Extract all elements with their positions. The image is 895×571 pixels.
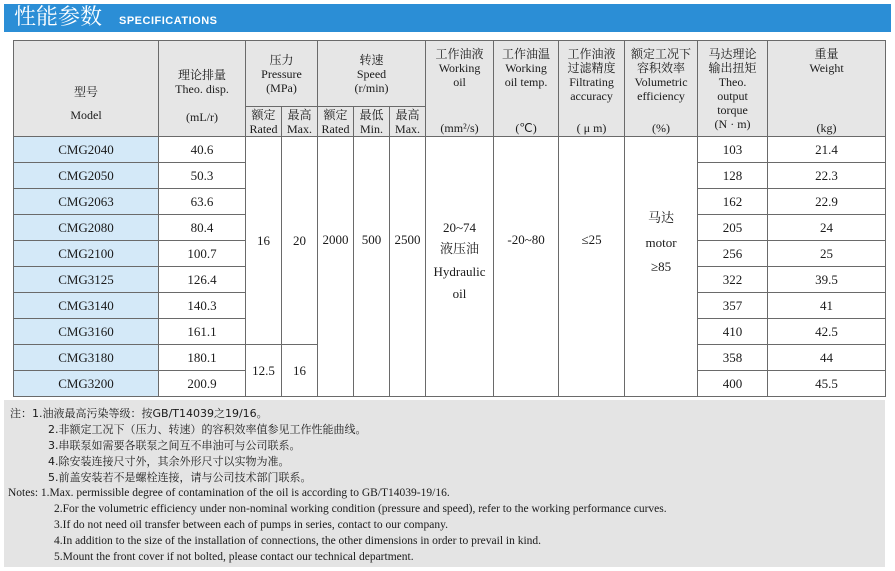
- max-speed-cell: 2500: [390, 137, 426, 397]
- working-oil-header: 工作油液 Working oil (mm²/s): [426, 41, 494, 137]
- model-cell: CMG3180: [14, 345, 159, 371]
- torque-cell: 256: [698, 241, 768, 267]
- weight-cell: 45.5: [768, 371, 886, 397]
- weight-cell: 42.5: [768, 319, 886, 345]
- speed-rated-header: 额定 Rated: [318, 107, 354, 137]
- torque-cell: 410: [698, 319, 768, 345]
- note-en-4: 4.In addition to the size of the installation of connections, the other dimensions in order to prevail in kind.: [54, 535, 542, 547]
- torque-cell: 205: [698, 215, 768, 241]
- torque-header: 马达理论 输出扭矩 Theo. output torque (N · m): [698, 41, 768, 137]
- torque-cell: 322: [698, 267, 768, 293]
- weight-cell: 39.5: [768, 267, 886, 293]
- model-cell: CMG3160: [14, 319, 159, 345]
- note-cn-5: 5.前盖安装若不是螺栓连接，请与公司技术部门联系。: [48, 471, 312, 484]
- displacement-cell: 126.4: [159, 267, 246, 293]
- note-cn-3: 3.串联泵如需要各联泵之间互不串油可与公司联系。: [48, 439, 301, 452]
- min-speed-cell: 500: [354, 137, 390, 397]
- specifications-table: [13, 40, 886, 397]
- note-en-1: Notes: 1.Max. permissible degree of contamination of the oil is according to GB/T14039-19/16.: [8, 487, 450, 499]
- max-pressure-cell: 20: [282, 137, 318, 345]
- model-cell: CMG3200: [14, 371, 159, 397]
- pressure-rated-header: 额定 Rated: [246, 107, 282, 137]
- banner-title-cn: 性能参数: [14, 5, 103, 30]
- oil-temp-cell: -20~80: [494, 137, 559, 397]
- weight-cell: 24: [768, 215, 886, 241]
- torque-cell: 128: [698, 163, 768, 189]
- weight-cell: 44: [768, 345, 886, 371]
- displacement-cell: 200.9: [159, 371, 246, 397]
- oil-temp-header: 工作油温 Working oil temp. (℃): [494, 41, 559, 137]
- weight-header: 重量 Weight (kg): [768, 41, 886, 137]
- banner-title-en: SPECIFICATIONS: [119, 15, 218, 27]
- pressure-header: 压力 Pressure (MPa): [246, 41, 318, 107]
- speed-header: 转速 Speed (r/min): [318, 41, 426, 107]
- displacement-cell: 63.6: [159, 189, 246, 215]
- weight-cell: 41: [768, 293, 886, 319]
- speed-max-header: 最高 Max.: [390, 107, 426, 137]
- efficiency-header: 额定工况下 容积效率 Volumetric efficiency (%): [625, 41, 698, 137]
- torque-cell: 358: [698, 345, 768, 371]
- working-oil-cell: 20~74 液压油 Hydraulic oil: [426, 137, 494, 397]
- model-cell: CMG2080: [14, 215, 159, 241]
- rated-pressure-cell: 16: [246, 137, 282, 345]
- note-cn-2: 2.非额定工况下（压力、转速）的容积效率值参见工作性能曲线。: [48, 423, 367, 436]
- weight-cell: 22.9: [768, 189, 886, 215]
- model-cell: CMG2050: [14, 163, 159, 189]
- rated-speed-cell: 2000: [318, 137, 354, 397]
- model-cell: CMG3125: [14, 267, 159, 293]
- model-cell: CMG2100: [14, 241, 159, 267]
- note-cn-4: 4.除安装连接尺寸外，其余外形尺寸以实物为准。: [48, 455, 290, 468]
- displacement-cell: 140.3: [159, 293, 246, 319]
- pressure-max-header: 最高 Max.: [282, 107, 318, 137]
- weight-cell: 22.3: [768, 163, 886, 189]
- note-en-2: 2.For the volumetric efficiency under non-nominal working condition (pressure and speed), refer to the working performance curves.: [54, 503, 667, 515]
- max-pressure-cell: 16: [282, 345, 318, 397]
- displacement-cell: 40.6: [159, 137, 246, 163]
- torque-cell: 162: [698, 189, 768, 215]
- model-cell: CMG3140: [14, 293, 159, 319]
- displacement-cell: 161.1: [159, 319, 246, 345]
- note-en-3: 3.If do not need oil transfer between each of pumps in series, contact to our company.: [54, 519, 448, 531]
- filtration-header: 工作油液 过滤精度 Filtrating accuracy ( μ m): [559, 41, 625, 137]
- displacement-cell: 100.7: [159, 241, 246, 267]
- filtration-cell: ≤25: [559, 137, 625, 397]
- table-row: [14, 137, 886, 163]
- torque-cell: 400: [698, 371, 768, 397]
- weight-cell: 21.4: [768, 137, 886, 163]
- rated-pressure-cell: 12.5: [246, 345, 282, 397]
- note-cn-1: 注：1.油液最高污染等级：按GB/T14039之19/16。: [10, 407, 268, 420]
- displacement-header: 理论排量 Theo. disp. (mL/r): [159, 41, 246, 137]
- torque-cell: 357: [698, 293, 768, 319]
- model-header: 型号 Model: [14, 41, 159, 137]
- displacement-cell: 80.4: [159, 215, 246, 241]
- displacement-cell: 180.1: [159, 345, 246, 371]
- note-en-5: 5.Mount the front cover if not bolted, please contact our technical department.: [54, 551, 414, 563]
- displacement-cell: 50.3: [159, 163, 246, 189]
- speed-min-header: 最低 Min.: [354, 107, 390, 137]
- model-cell: CMG2063: [14, 189, 159, 215]
- weight-cell: 25: [768, 241, 886, 267]
- model-cell: CMG2040: [14, 137, 159, 163]
- torque-cell: 103: [698, 137, 768, 163]
- efficiency-cell: 马达 motor ≥85: [625, 137, 698, 397]
- section-banner: [4, 4, 891, 32]
- notes-panel: [4, 400, 885, 567]
